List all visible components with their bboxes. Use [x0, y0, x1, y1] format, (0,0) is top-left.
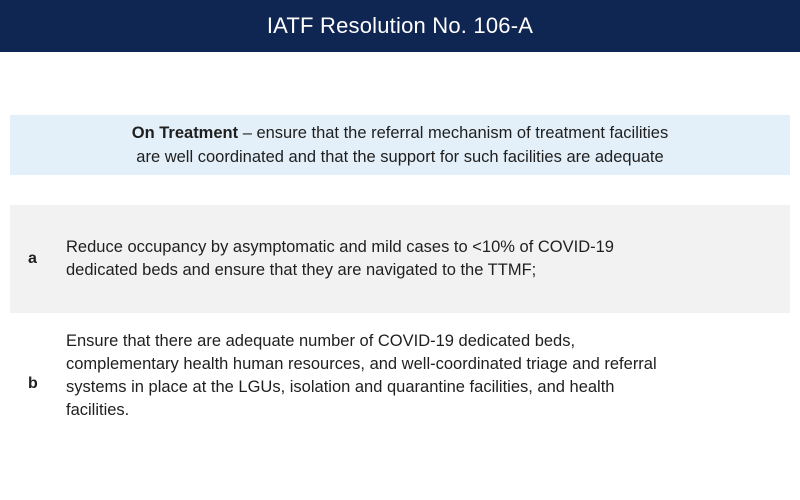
- title-bar: [0, 0, 800, 52]
- item-a-line: Reduce occupancy by asymptomatic and mild cases to <10% of COVID-19: [66, 238, 614, 256]
- list-item-a: [10, 205, 790, 313]
- item-a-line: dedicated beds and ensure that they are navigated to the TTMF;: [66, 261, 537, 279]
- summary-box: [10, 115, 790, 175]
- summary-line-1-text: – ensure that the referral mechanism of treatment facilities: [238, 124, 669, 142]
- list-item-b: [10, 316, 790, 436]
- item-b-line: complementary health human resources, and well-coordinated triage and referral: [66, 355, 657, 373]
- summary-line-1: [132, 121, 668, 145]
- item-letter-b: b: [28, 375, 38, 392]
- item-b-line: Ensure that there are adequate number of COVID-19 dedicated beds,: [66, 332, 576, 350]
- item-b-line: systems in place at the LGUs, isolation and quarantine facilities, and health: [66, 378, 615, 396]
- item-text-a: [66, 236, 628, 282]
- page-title: IATF Resolution No. 106-A: [266, 13, 534, 38]
- summary-bold-label: On Treatment: [131, 124, 239, 142]
- summary-line-2: are well coordinated and that the support for such facilities are adequate: [136, 148, 664, 166]
- item-b-line: facilities.: [66, 401, 130, 419]
- item-text-b: [66, 330, 671, 422]
- item-letter-a: a: [28, 250, 37, 267]
